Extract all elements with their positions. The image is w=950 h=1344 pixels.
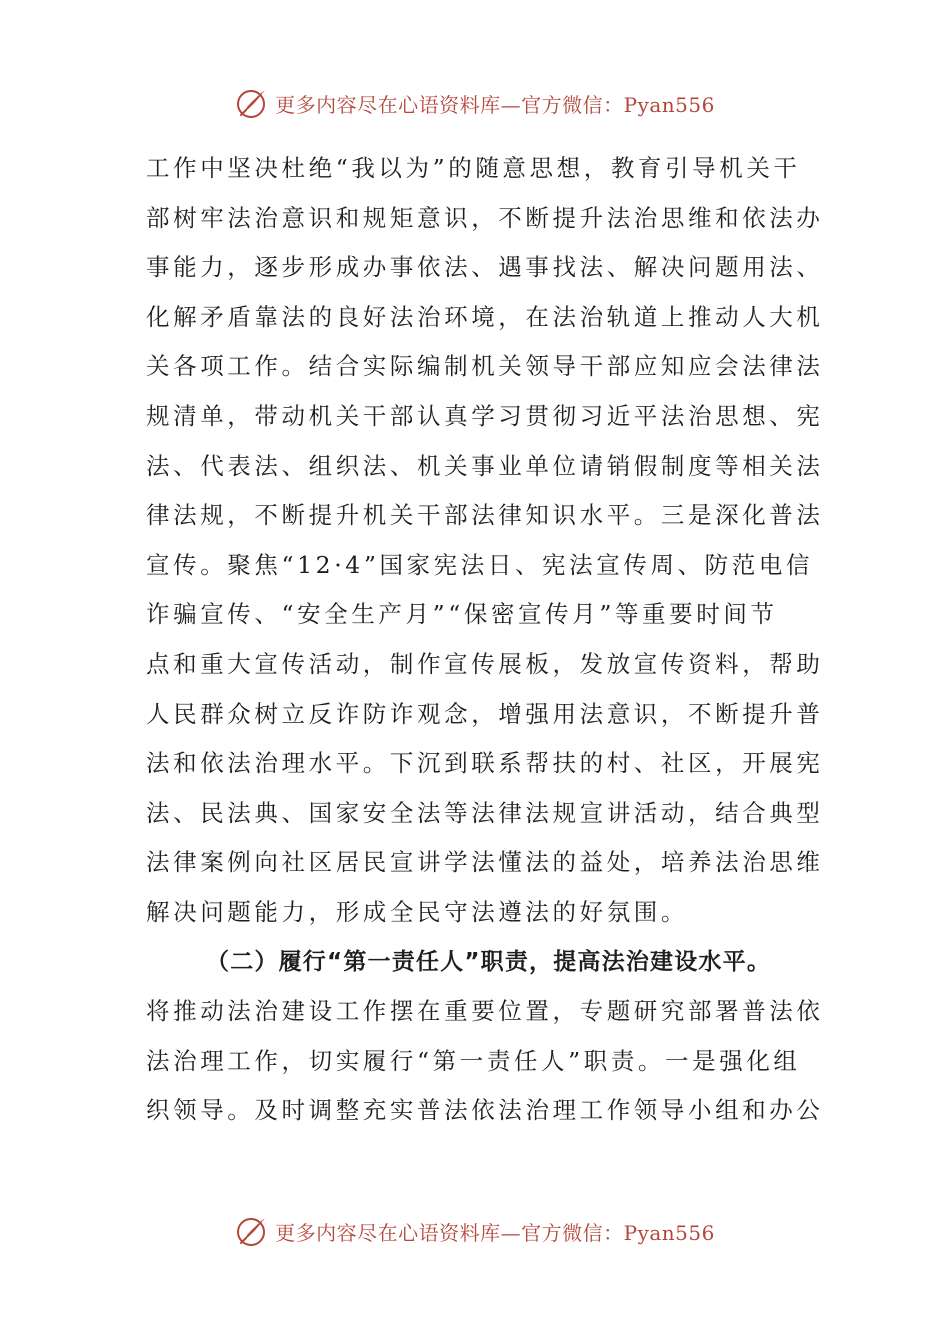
quill-logo-icon xyxy=(235,86,269,120)
body-line: 部树牢法治意识和规矩意识，不断提升法治思维和依法办 xyxy=(146,203,824,232)
body-line: 法、代表法、组织法、机关事业单位请销假制度等相关法 xyxy=(146,451,824,480)
body-line: 关各项工作。结合实际编制机关领导干部应知应会法律法 xyxy=(146,352,824,381)
footer-banner xyxy=(0,1211,950,1251)
body-line: 法和依法治理水平。下沉到联系帮扶的村、社区，开展宪 xyxy=(146,749,824,778)
body-line: 点和重大宣传活动，制作宣传展板，发放宣传资料，帮助 xyxy=(146,649,824,678)
body-line: 诈骗宣传、“安全生产月”“保密宣传月”等重要时间节 xyxy=(146,600,778,629)
quill-logo-icon xyxy=(235,1214,269,1248)
document-body xyxy=(146,150,824,1142)
footer-banner-text: 更多内容尽在心语资料库—官方微信：Pyan556 xyxy=(275,1220,715,1245)
body-line: 律法规，不断提升机关干部法律知识水平。三是深化普法 xyxy=(146,501,824,530)
header-banner xyxy=(0,83,950,123)
body-line: 织领导。及时调整充实普法依法治理工作领导小组和办公 xyxy=(146,1096,824,1125)
header-banner-text: 更多内容尽在心语资料库—官方微信：Pyan556 xyxy=(275,92,715,117)
body-line: 法治理工作，切实履行“第一责任人”职责。一是强化组 xyxy=(146,1046,801,1075)
body-line: 解决问题能力，形成全民守法遵法的好氛围。 xyxy=(146,897,688,926)
body-line: 法律案例向社区居民宣讲学法懂法的益处，培养法治思维 xyxy=(146,848,824,877)
body-line: 将推动法治建设工作摆在重要位置，专题研究部署普法依 xyxy=(146,997,824,1026)
section-heading: （二）履行“第一责任人”职责，提高法治建设水平。 xyxy=(206,948,772,975)
body-line: 宣传。聚焦“12·4”国家宪法日、宪法宣传周、防范电信 xyxy=(146,550,814,579)
body-line: 法、民法典、国家安全法等法律法规宣讲活动，结合典型 xyxy=(146,798,824,827)
body-line: 规清单，带动机关干部认真学习贯彻习近平法治思想、宪 xyxy=(146,401,824,430)
body-line: 化解矛盾靠法的良好法治环境，在法治轨道上推动人大机 xyxy=(146,302,824,331)
body-line: 工作中坚决杜绝“我以为”的随意思想，教育引导机关干 xyxy=(146,154,801,182)
body-line: 事能力，逐步形成办事依法、遇事找法、解决问题用法、 xyxy=(146,253,824,282)
body-line: 人民群众树立反诈防诈观念，增强用法意识，不断提升普 xyxy=(146,699,824,728)
